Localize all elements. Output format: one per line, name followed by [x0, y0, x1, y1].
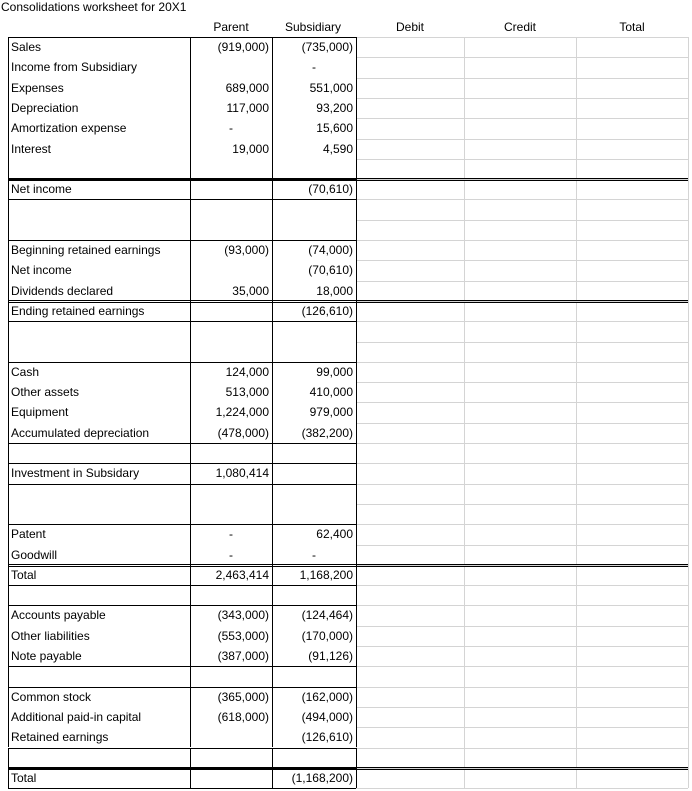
table-row	[0, 199, 692, 219]
grid-row-line	[356, 524, 688, 525]
grid-row-line	[356, 463, 688, 464]
subsidiary-value: (124,464)	[301, 608, 353, 623]
parent-value: 1,224,000	[215, 405, 269, 420]
table-row	[0, 260, 692, 280]
block-border-side	[272, 585, 273, 605]
row-label: Other liabilities	[11, 628, 90, 643]
table-row	[0, 605, 692, 625]
block-border-side	[190, 37, 191, 179]
block-border-side	[272, 687, 273, 748]
block-border-side	[8, 240, 9, 321]
table-row	[0, 240, 692, 260]
block-border-side	[272, 666, 273, 686]
grid-row-line	[356, 139, 688, 140]
block-border-side	[272, 463, 273, 483]
table-row	[0, 585, 692, 605]
grid-row-line	[356, 423, 688, 424]
block-border-side	[356, 768, 357, 788]
grid-row-line	[356, 57, 688, 58]
block-border-top	[8, 443, 356, 444]
block-border-side	[8, 748, 9, 768]
grid-row-line	[356, 748, 688, 749]
block-border-top	[8, 199, 356, 200]
parent-value: 35,000	[232, 283, 269, 298]
table-row	[0, 78, 692, 98]
row-label: Accounts payable	[11, 608, 106, 623]
row-label: Goodwill	[11, 547, 58, 562]
table-row	[0, 281, 692, 301]
subsidiary-value: 551,000	[309, 80, 353, 95]
parent-value: (365,000)	[217, 689, 269, 704]
block-border-side	[190, 666, 191, 686]
row-label: Equipment	[11, 405, 69, 420]
double-rule	[8, 178, 688, 181]
block-border-side	[8, 524, 9, 585]
block-border-top	[8, 524, 356, 525]
subsidiary-value: (170,000)	[301, 628, 353, 643]
row-label: Sales	[11, 40, 42, 54]
subsidiary-value: (70,610)	[308, 182, 353, 197]
block-border-side	[8, 585, 9, 605]
worksheet-title: Consolidations worksheet for 20X1	[1, 0, 187, 14]
block-border-side	[190, 524, 191, 585]
header-credit: Credit	[503, 20, 536, 34]
block-border-side	[190, 240, 191, 321]
row-label: Total	[11, 770, 37, 785]
block-border-side	[8, 666, 9, 686]
grid-row-line	[356, 382, 688, 383]
row-label: Note payable	[11, 649, 82, 663]
parent-value: 124,000	[225, 364, 269, 379]
block-border-side	[272, 605, 273, 666]
table-row	[0, 565, 692, 585]
parent-value: -	[229, 547, 233, 562]
grid-row-line	[356, 646, 688, 647]
subsidiary-value: -	[312, 547, 316, 562]
grid-row-line	[356, 220, 688, 221]
parent-value: (618,000)	[217, 709, 269, 724]
block-border-side	[272, 362, 273, 443]
row-label: Interest	[11, 141, 52, 156]
subsidiary-value: 18,000	[316, 283, 353, 298]
block-border-top	[8, 585, 356, 586]
grid-row-line	[356, 98, 688, 99]
grid-row-line	[356, 159, 688, 160]
row-label: Beginning retained earnings	[11, 243, 161, 257]
block-border-side	[190, 768, 191, 788]
block-border-side	[356, 240, 357, 321]
block-border-top	[8, 463, 356, 464]
table-row	[0, 362, 692, 382]
table-row	[0, 524, 692, 544]
block-border-side	[8, 484, 9, 525]
grid-row-line	[356, 585, 688, 586]
block-border-side	[8, 768, 9, 788]
parent-value: 513,000	[225, 385, 269, 400]
table-row	[0, 687, 692, 707]
table-row	[0, 748, 692, 768]
block-border-side	[190, 484, 191, 525]
block-border-side	[356, 362, 357, 443]
parent-value: 117,000	[226, 100, 269, 115]
table-row	[0, 545, 692, 565]
block-border-side	[272, 179, 273, 199]
grid-row-line	[356, 321, 688, 322]
header-parent: Parent	[213, 20, 249, 34]
block-border-side	[356, 443, 357, 463]
block-border-side	[190, 748, 191, 768]
block-border-side	[190, 443, 191, 463]
block-border-side	[272, 484, 273, 525]
block-border-side	[356, 199, 357, 240]
block-border-bottom	[8, 788, 356, 789]
subsidiary-value: -	[312, 60, 316, 75]
grid-row-line	[356, 281, 688, 282]
subsidiary-value: 410,000	[309, 385, 353, 400]
block-border-side	[356, 321, 357, 362]
row-label: Cash	[11, 364, 40, 379]
row-label: Retained earnings	[11, 730, 109, 745]
subsidiary-value: (126,610)	[301, 303, 353, 318]
row-label: Depreciation	[11, 100, 79, 115]
grid-row-line	[356, 707, 688, 708]
table-row	[0, 402, 692, 422]
table-row	[0, 768, 692, 788]
table-row	[0, 342, 692, 362]
grid-row-line	[356, 605, 688, 606]
block-border-side	[356, 585, 357, 605]
subsidiary-value: 93,200	[316, 100, 353, 115]
row-label: Net income	[11, 182, 72, 197]
grid-row-line	[356, 78, 688, 79]
block-border-side	[8, 463, 9, 483]
block-border-top	[8, 362, 356, 363]
table-row	[0, 179, 692, 199]
table-row	[0, 727, 692, 747]
table-row	[0, 666, 692, 686]
parent-value: 2,463,414	[215, 567, 269, 582]
block-border-side	[8, 321, 9, 362]
header-subsidiary: Subsidiary	[284, 20, 342, 34]
grid-row-line	[356, 687, 688, 688]
block-border-top	[8, 748, 356, 749]
block-border-side	[356, 484, 357, 525]
block-border-side	[190, 585, 191, 605]
block-border-side	[272, 768, 273, 788]
parent-value: (478,000)	[217, 425, 269, 440]
block-border-side	[190, 362, 191, 443]
subsidiary-value: 979,000	[309, 405, 353, 420]
subsidiary-value: (382,200)	[301, 425, 353, 440]
parent-value: (919,000)	[217, 40, 269, 54]
block-border-side	[356, 524, 357, 585]
block-border-top	[8, 37, 356, 38]
grid-row-line	[356, 402, 688, 403]
grid-column-line	[464, 37, 465, 788]
grid-row-line	[356, 362, 688, 363]
subsidiary-value: (735,000)	[301, 40, 353, 54]
block-border-side	[190, 321, 191, 362]
grid-row-line	[356, 727, 688, 728]
parent-value: 689,000	[225, 80, 269, 95]
table-row	[0, 382, 692, 402]
block-border-side	[356, 179, 357, 199]
block-border-side	[356, 666, 357, 686]
grid-row-line	[356, 545, 688, 546]
parent-value: (553,000)	[217, 628, 269, 643]
table-row	[0, 463, 692, 483]
block-border-side	[8, 605, 9, 666]
subsidiary-value: (126,610)	[301, 730, 353, 745]
parent-value: (343,000)	[217, 608, 269, 623]
grid-row-line	[356, 260, 688, 261]
row-label: Other assets	[11, 385, 80, 400]
row-label: Dividends declared	[11, 283, 114, 298]
table-row	[0, 443, 692, 463]
table-row	[0, 707, 692, 727]
row-label: Net income	[11, 263, 72, 278]
block-border-side	[272, 443, 273, 463]
block-border-side	[190, 179, 191, 199]
grid-row-line	[356, 342, 688, 343]
block-border-side	[356, 687, 357, 748]
subsidiary-value: (494,000)	[301, 709, 353, 724]
subsidiary-value: (74,000)	[308, 243, 353, 257]
table-row	[0, 220, 692, 240]
block-border-side	[272, 37, 273, 179]
grid-row-line	[356, 484, 688, 485]
subsidiary-value: (91,126)	[308, 649, 353, 663]
grid-row-line	[356, 626, 688, 627]
grid-column-line	[576, 37, 577, 788]
subsidiary-value: (70,610)	[308, 263, 353, 278]
block-border-side	[190, 687, 191, 748]
block-border-side	[8, 179, 9, 199]
parent-value: -	[229, 527, 233, 542]
row-label: Patent	[11, 527, 46, 542]
grid-row-line	[356, 240, 688, 241]
grid-row-line	[356, 788, 688, 789]
block-border-side	[8, 199, 9, 240]
block-border-side	[190, 199, 191, 240]
block-border-side	[272, 240, 273, 321]
subsidiary-value: 62,400	[316, 527, 353, 542]
table-row	[0, 646, 692, 666]
subsidiary-value: (1,168,200)	[291, 770, 353, 785]
double-rule	[8, 767, 688, 770]
parent-value: (93,000)	[224, 243, 269, 257]
parent-value: 19,000	[232, 141, 269, 156]
grid-row-line	[356, 443, 688, 444]
header-debit: Debit	[395, 20, 424, 34]
grid-row-line	[356, 666, 688, 667]
block-border-top	[8, 240, 356, 241]
row-label: Common stock	[11, 689, 92, 704]
table-row	[0, 57, 692, 77]
block-border-side	[190, 463, 191, 483]
block-border-side	[356, 37, 357, 179]
table-row	[0, 626, 692, 646]
parent-value: 1,080,414	[215, 466, 269, 481]
block-border-side	[8, 37, 9, 179]
table-row	[0, 301, 692, 321]
subsidiary-value: 1,168,200	[299, 567, 353, 582]
grid-column-line	[688, 37, 689, 788]
subsidiary-value: 99,000	[316, 364, 353, 379]
block-border-side	[8, 443, 9, 463]
table-row	[0, 321, 692, 341]
block-border-side	[8, 687, 9, 748]
block-border-side	[356, 605, 357, 666]
row-label: Amortization expense	[11, 121, 127, 136]
block-border-top	[8, 484, 356, 485]
block-border-side	[272, 321, 273, 362]
block-border-side	[356, 748, 357, 768]
row-label: Investment in Subsidary	[11, 466, 140, 481]
parent-value: (387,000)	[217, 649, 269, 663]
row-label: Additional paid-in capital	[11, 709, 142, 724]
header-total: Total	[619, 20, 645, 34]
block-border-top	[8, 687, 356, 688]
block-border-top	[8, 605, 356, 606]
table-row	[0, 159, 692, 179]
block-border-top	[8, 321, 356, 322]
table-row	[0, 118, 692, 138]
row-label: Ending retained earnings	[11, 303, 145, 318]
block-border-side	[190, 605, 191, 666]
table-row	[0, 98, 692, 118]
table-row	[0, 37, 692, 57]
block-border-side	[272, 199, 273, 240]
block-border-top	[8, 666, 356, 667]
subsidiary-value: 15,600	[316, 121, 353, 136]
grid-row-line	[356, 199, 688, 200]
table-row	[0, 484, 692, 504]
subsidiary-value: (162,000)	[301, 689, 353, 704]
row-label: Accumulated depreciation	[11, 425, 150, 440]
table-row	[0, 504, 692, 524]
row-label: Total	[11, 567, 37, 582]
table-row	[0, 423, 692, 443]
parent-value: -	[229, 121, 233, 136]
block-border-side	[356, 463, 357, 483]
double-rule	[8, 564, 688, 567]
block-border-side	[272, 748, 273, 768]
grid-row-line	[356, 37, 688, 38]
block-border-side	[8, 362, 9, 443]
block-border-side	[272, 524, 273, 585]
grid-row-line	[356, 504, 688, 505]
table-row	[0, 139, 692, 159]
row-label: Income from Subsidiary	[11, 60, 138, 75]
row-label: Expenses	[11, 80, 64, 95]
subsidiary-value: 4,590	[322, 141, 353, 156]
grid-row-line	[356, 118, 688, 119]
double-rule	[8, 300, 688, 303]
